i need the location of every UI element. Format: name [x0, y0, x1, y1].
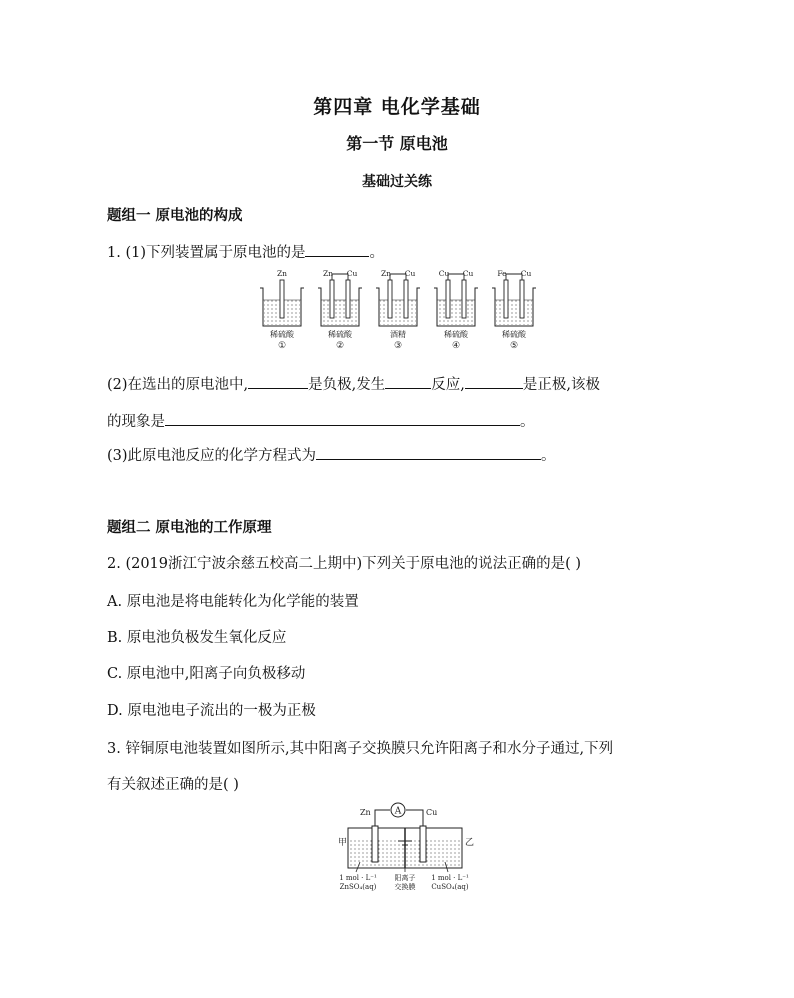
question-1-3 [107, 444, 556, 465]
side-jia-label: 甲 [338, 838, 348, 848]
q1-2-b: 是负极,发生 [308, 377, 386, 393]
electrode-label: Cu [462, 269, 474, 278]
right-solution-label: CuSO₄(aq) [431, 883, 469, 891]
q1-2-a: (2)在选出的原电池中, [107, 377, 249, 393]
beaker-number: ④ [451, 341, 461, 351]
beaker-5 [492, 269, 536, 351]
membrane-label-2: 交换膜 [394, 883, 416, 891]
electrode [520, 280, 524, 318]
side-yi-label: 乙 [465, 838, 475, 848]
electrode [280, 280, 284, 318]
beaker-4 [434, 269, 478, 351]
electrode [504, 280, 508, 318]
cu-label: Cu [426, 808, 438, 817]
beaker-number: ② [335, 341, 345, 351]
q1-2-e: 的现象是 [107, 414, 165, 430]
connecting-wire [506, 274, 522, 280]
q1-2-f: 。 [520, 414, 535, 430]
answer-blank[interactable] [165, 411, 520, 426]
electrode [446, 280, 450, 318]
chapter-title: 第四章 电化学基础 [313, 96, 481, 118]
solution-label: 稀硫酸 [270, 330, 294, 339]
cu-electrode [420, 826, 426, 862]
question-2-option-a: A. 原电池是将电能转化为化学能的装置 [107, 594, 359, 610]
question-3-line2: 有关叙述正确的是( ) [107, 777, 239, 793]
group2-heading: 题组二 原电池的工作原理 [107, 519, 272, 536]
beaker-3 [376, 269, 420, 351]
electrode-label: Cu [520, 269, 532, 278]
electrode-label: Cu [346, 269, 358, 278]
zn-cu-cell-diagram [330, 796, 480, 892]
left-solution-label: ZnSO₄(aq) [339, 883, 377, 891]
answer-blank[interactable] [385, 374, 431, 389]
solution-label: 稀硫酸 [328, 330, 352, 339]
electrode [388, 280, 392, 318]
question-2-option-d: D. 原电池电子流出的一极为正极 [107, 703, 316, 719]
zn-electrode [372, 826, 378, 862]
answer-blank[interactable] [305, 242, 369, 257]
electrode-label: Zn [276, 269, 288, 278]
beaker-1 [260, 269, 304, 351]
solution-label: 稀硫酸 [444, 330, 468, 339]
electrode-label: Cu [438, 269, 450, 278]
q1-1-suffix: 。 [369, 245, 384, 261]
question-2-stem: 2. (2019浙江宁波余慈五校高二上期中)下列关于原电池的说法正确的是( ) [107, 556, 582, 572]
beaker-number: ⑤ [509, 341, 519, 351]
answer-blank[interactable] [465, 374, 523, 389]
connecting-wire [448, 274, 464, 280]
left-conc-label: 1 mol · L⁻¹ [339, 874, 377, 882]
solution-label: 酒精 [390, 330, 406, 339]
q1-3-suffix: 。 [541, 448, 556, 464]
connecting-wire [390, 274, 406, 280]
beaker-number: ③ [393, 341, 403, 351]
q1-2-d: 是正极,该极 [522, 377, 600, 393]
membrane-label-1: 阳离子 [394, 874, 416, 882]
electrode [462, 280, 466, 318]
answer-blank[interactable] [248, 374, 308, 389]
q1-2-c: 反应, [431, 377, 465, 393]
beaker-number: ① [277, 341, 287, 351]
electrode-label: Cu [404, 269, 416, 278]
right-conc-label: 1 mol · L⁻¹ [431, 874, 469, 882]
electrode [404, 280, 408, 318]
solution-label: 稀硫酸 [502, 330, 526, 339]
section-title: 第一节 原电池 [346, 134, 448, 153]
q1-1-prefix: 1. (1)下列装置属于原电池的是 [107, 245, 306, 261]
question-2-option-b: B. 原电池负极发生氧化反应 [107, 630, 287, 646]
connecting-wire [332, 274, 348, 280]
electrode-label: Zn [322, 269, 334, 278]
question-1-2-line1 [107, 373, 600, 394]
zn-label: Zn [360, 808, 371, 817]
question-1-2-line2 [107, 410, 535, 431]
electrode [330, 280, 334, 318]
solution [496, 300, 532, 325]
question-2-option-c: C. 原电池中,阳离子向负极移动 [107, 666, 306, 682]
beaker-2 [318, 269, 362, 351]
electrode-label: Fe [497, 269, 507, 278]
electrode [346, 280, 350, 318]
question-1-1 [107, 241, 384, 262]
solution [438, 300, 474, 325]
q1-3-prefix: (3)此原电池反应的化学方程式为 [107, 448, 317, 464]
group1-heading: 题组一 原电池的构成 [107, 207, 243, 224]
answer-blank[interactable] [316, 445, 541, 460]
electrode-label: Zn [380, 269, 392, 278]
exercise-heading: 基础过关练 [362, 174, 432, 190]
ammeter-label: A [394, 806, 402, 817]
solution [380, 300, 416, 325]
solution [322, 300, 358, 325]
question-3-line1: 3. 锌铜原电池装置如图所示,其中阳离子交换膜只允许阳离子和水分子通过,下列 [107, 741, 614, 757]
beaker-set-diagram [255, 268, 545, 358]
